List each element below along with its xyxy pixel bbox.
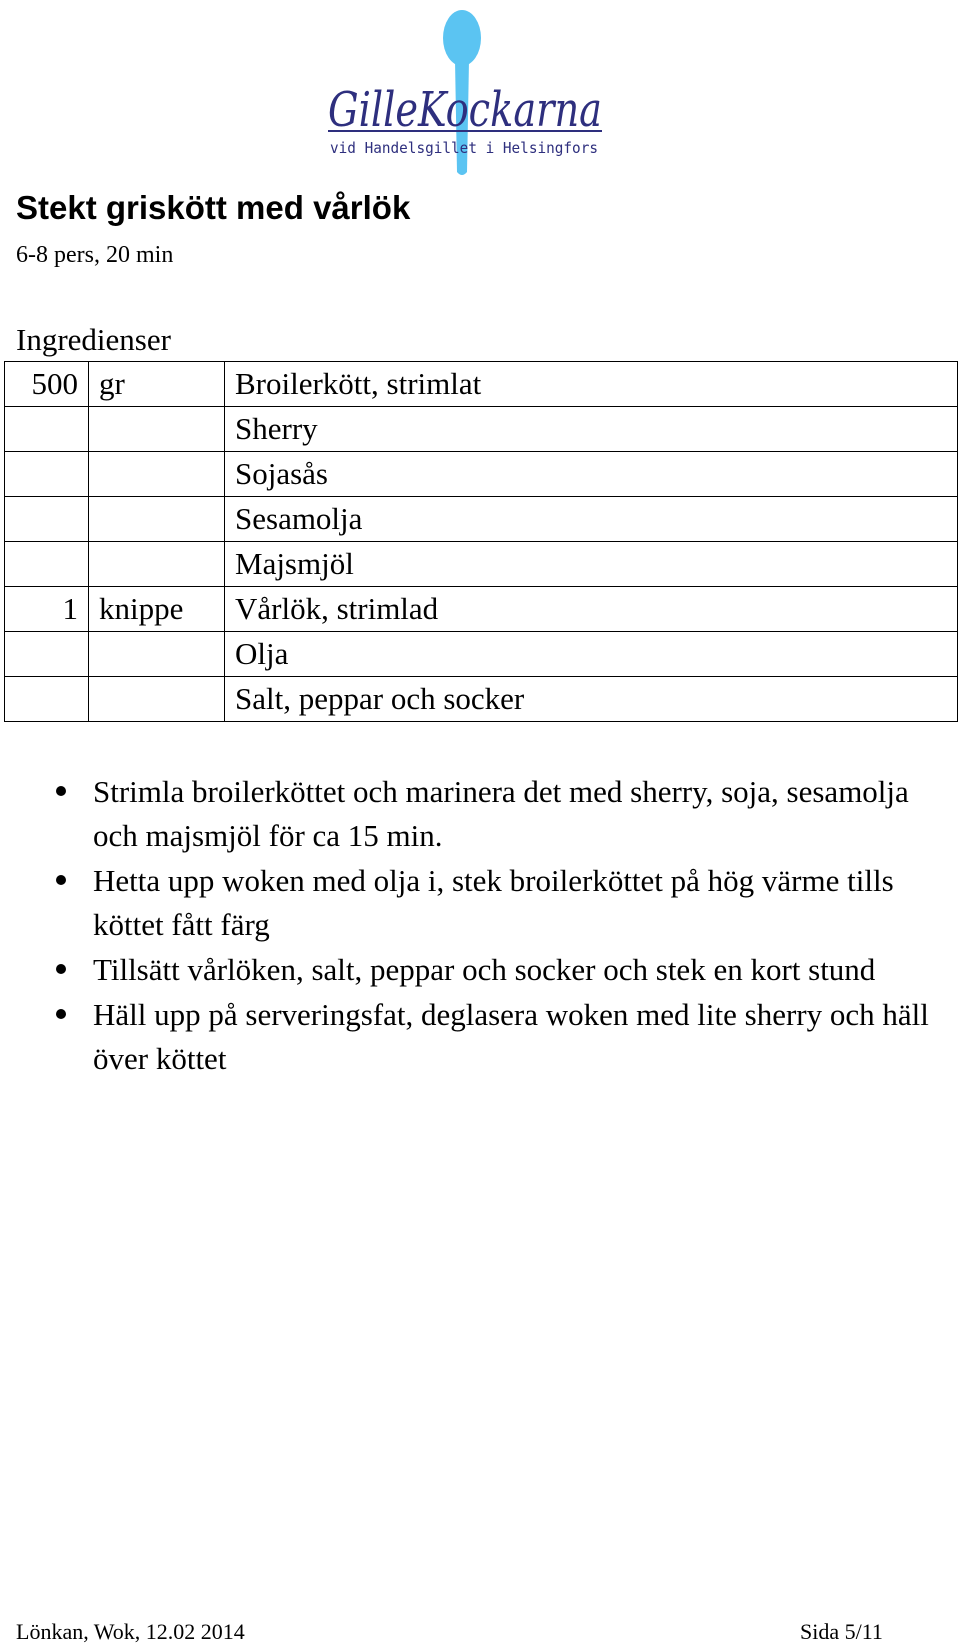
ingredient-unit — [89, 632, 225, 677]
ingredients-table — [4, 361, 958, 722]
bullet-icon — [56, 964, 66, 974]
ingredient-quantity — [5, 677, 89, 722]
footer-page-number: Sida 5/11 — [800, 1619, 883, 1644]
bullet-icon — [56, 875, 66, 885]
ingredient-row — [5, 542, 958, 587]
instructions-list — [52, 770, 952, 1082]
ingredient-row — [5, 632, 958, 677]
ingredient-unit: gr — [89, 362, 225, 407]
logo-tagline: vid Handelsgillet i Helsingfors — [330, 139, 598, 157]
ingredient-quantity: 500 — [5, 362, 89, 407]
ingredient-unit — [89, 497, 225, 542]
ingredient-name: Sherry — [225, 407, 958, 452]
instruction-text: Strimla broilerköttet och marinera det med sherry, soja, sesamolja och majsmjöl för ca 15 min. — [93, 774, 909, 853]
ingredient-quantity — [5, 497, 89, 542]
ingredient-name: Broilerkött, strimlat — [225, 362, 958, 407]
ingredient-quantity: 1 — [5, 587, 89, 632]
ingredient-name: Vårlök, strimlad — [225, 587, 958, 632]
ingredient-name: Salt, peppar och socker — [225, 677, 958, 722]
bullet-icon — [56, 786, 66, 796]
ingredient-unit — [89, 542, 225, 587]
ingredient-unit — [89, 452, 225, 497]
ingredient-name: Majsmjöl — [225, 542, 958, 587]
instruction-text: Häll upp på serveringsfat, deglasera woken med lite sherry och häll över köttet — [93, 997, 929, 1076]
ingredient-quantity — [5, 452, 89, 497]
footer-source: Lönkan, Wok, 12.02 2014 — [16, 1619, 245, 1644]
instruction-step — [52, 948, 952, 992]
ingredient-row — [5, 362, 958, 407]
bullet-icon — [56, 1009, 66, 1019]
ingredient-quantity — [5, 632, 89, 677]
ingredient-row — [5, 677, 958, 722]
ingredient-unit — [89, 407, 225, 452]
ingredient-row — [5, 497, 958, 542]
ingredient-row — [5, 407, 958, 452]
recipe-title: Stekt griskött med vårlök — [16, 189, 411, 226]
instruction-step — [52, 993, 952, 1081]
instruction-text: Hetta upp woken med olja i, stek broilerköttet på hög värme tills köttet fått färg — [93, 863, 894, 942]
ingredient-unit: knippe — [89, 587, 225, 632]
instruction-step — [52, 770, 952, 858]
ingredient-quantity — [5, 542, 89, 587]
ingredients-heading: Ingredienser — [16, 322, 171, 357]
ingredient-row — [5, 452, 958, 497]
gillekockarna-logo — [328, 8, 636, 183]
ingredient-name: Sojasås — [225, 452, 958, 497]
recipe-servings-time: 6-8 pers, 20 min — [16, 242, 174, 268]
ingredient-name: Olja — [225, 632, 958, 677]
instruction-step — [52, 859, 952, 947]
ingredient-name: Sesamolja — [225, 497, 958, 542]
ingredient-row — [5, 587, 958, 632]
logo-brand: GilleKockarna — [328, 82, 602, 138]
ingredient-quantity — [5, 407, 89, 452]
instruction-text: Tillsätt vårlöken, salt, peppar och socker och stek en kort stund — [93, 952, 876, 987]
ingredient-unit — [89, 677, 225, 722]
